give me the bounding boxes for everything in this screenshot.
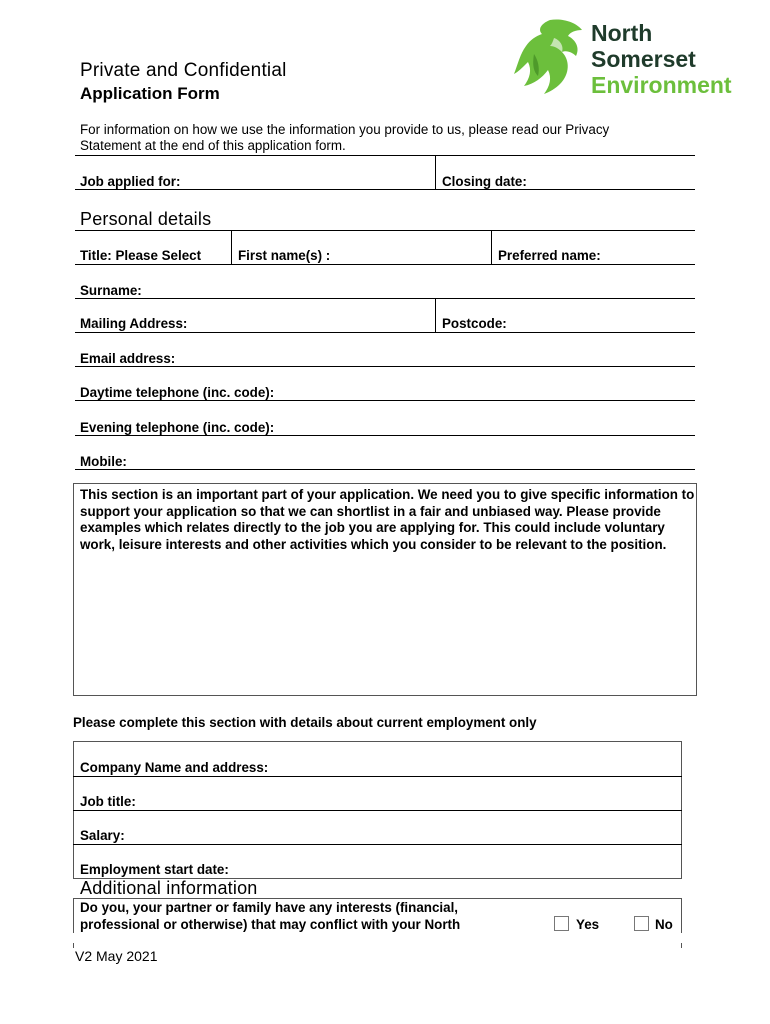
divider [75, 332, 695, 333]
divider [75, 298, 695, 299]
divider [435, 298, 436, 332]
logo-line-2: Somerset [591, 46, 696, 72]
divider [75, 155, 695, 156]
header-confidential: Private and Confidential [80, 60, 287, 81]
yes-checkbox[interactable] [554, 916, 569, 931]
mobile-field[interactable]: Mobile: [80, 454, 127, 469]
divider [231, 230, 232, 264]
mailing-address-field[interactable]: Mailing Address: [80, 316, 188, 331]
divider [75, 366, 695, 367]
divider [73, 810, 682, 811]
conflict-question-line-1: Do you, your partner or family have any interests (financial, [80, 900, 459, 915]
divider [73, 776, 682, 777]
job-title-field[interactable]: Job title: [80, 794, 136, 809]
divider [75, 230, 695, 231]
personal-details-heading: Personal details [80, 209, 212, 229]
divider [75, 400, 695, 401]
title-select[interactable]: Title: Please Select [80, 248, 202, 263]
conflict-question-line-2: professional or otherwise) that may conflict with your North [80, 917, 461, 932]
email-field[interactable]: Email address: [80, 351, 176, 366]
daytime-phone-field[interactable]: Daytime telephone (inc. code): [80, 385, 275, 400]
closing-date-field[interactable]: Closing date: [442, 174, 527, 189]
postcode-field[interactable]: Postcode: [442, 316, 507, 331]
page-cut [73, 933, 693, 943]
supporting-statement-instructions: This section is an important part of your application. We need you to give specific information to support your application so that we can shortlist in a fair and unbiased way. Please provide examples which relates directly to the job you are applying for. This could include voluntary work, leisure interests and other activities which you consider to be relevant to the position. [80, 487, 695, 552]
salary-field[interactable]: Salary: [80, 828, 125, 843]
dragon-logo-icon [510, 14, 590, 104]
page-title: Application Form [80, 84, 220, 103]
logo-line-1: North [591, 20, 653, 46]
first-name-field[interactable]: First name(s) : [238, 248, 331, 263]
divider [75, 189, 695, 190]
company-field[interactable]: Company Name and address: [80, 760, 269, 775]
yes-label: Yes [576, 917, 600, 932]
surname-field[interactable]: Surname: [80, 283, 142, 298]
logo-line-3: Environment [591, 72, 732, 98]
evening-phone-field[interactable]: Evening telephone (inc. code): [80, 420, 275, 435]
divider [75, 435, 695, 436]
version-footer: V2 May 2021 [75, 948, 158, 964]
start-date-field[interactable]: Employment start date: [80, 862, 229, 877]
preferred-name-field[interactable]: Preferred name: [498, 248, 601, 263]
additional-info-heading: Additional information [80, 878, 258, 898]
privacy-intro: For information on how we use the information you provide to us, please read our Privacy Statement at the end of this application form. [80, 122, 610, 153]
divider [435, 155, 436, 189]
divider [75, 264, 695, 265]
no-checkbox[interactable] [634, 916, 649, 931]
no-label: No [655, 917, 673, 932]
divider [491, 230, 492, 264]
divider [75, 469, 695, 470]
logo [510, 14, 760, 104]
job-applied-field[interactable]: Job applied for: [80, 174, 181, 189]
employment-intro: Please complete this section with details about current employment only [73, 715, 537, 730]
divider [73, 844, 682, 845]
